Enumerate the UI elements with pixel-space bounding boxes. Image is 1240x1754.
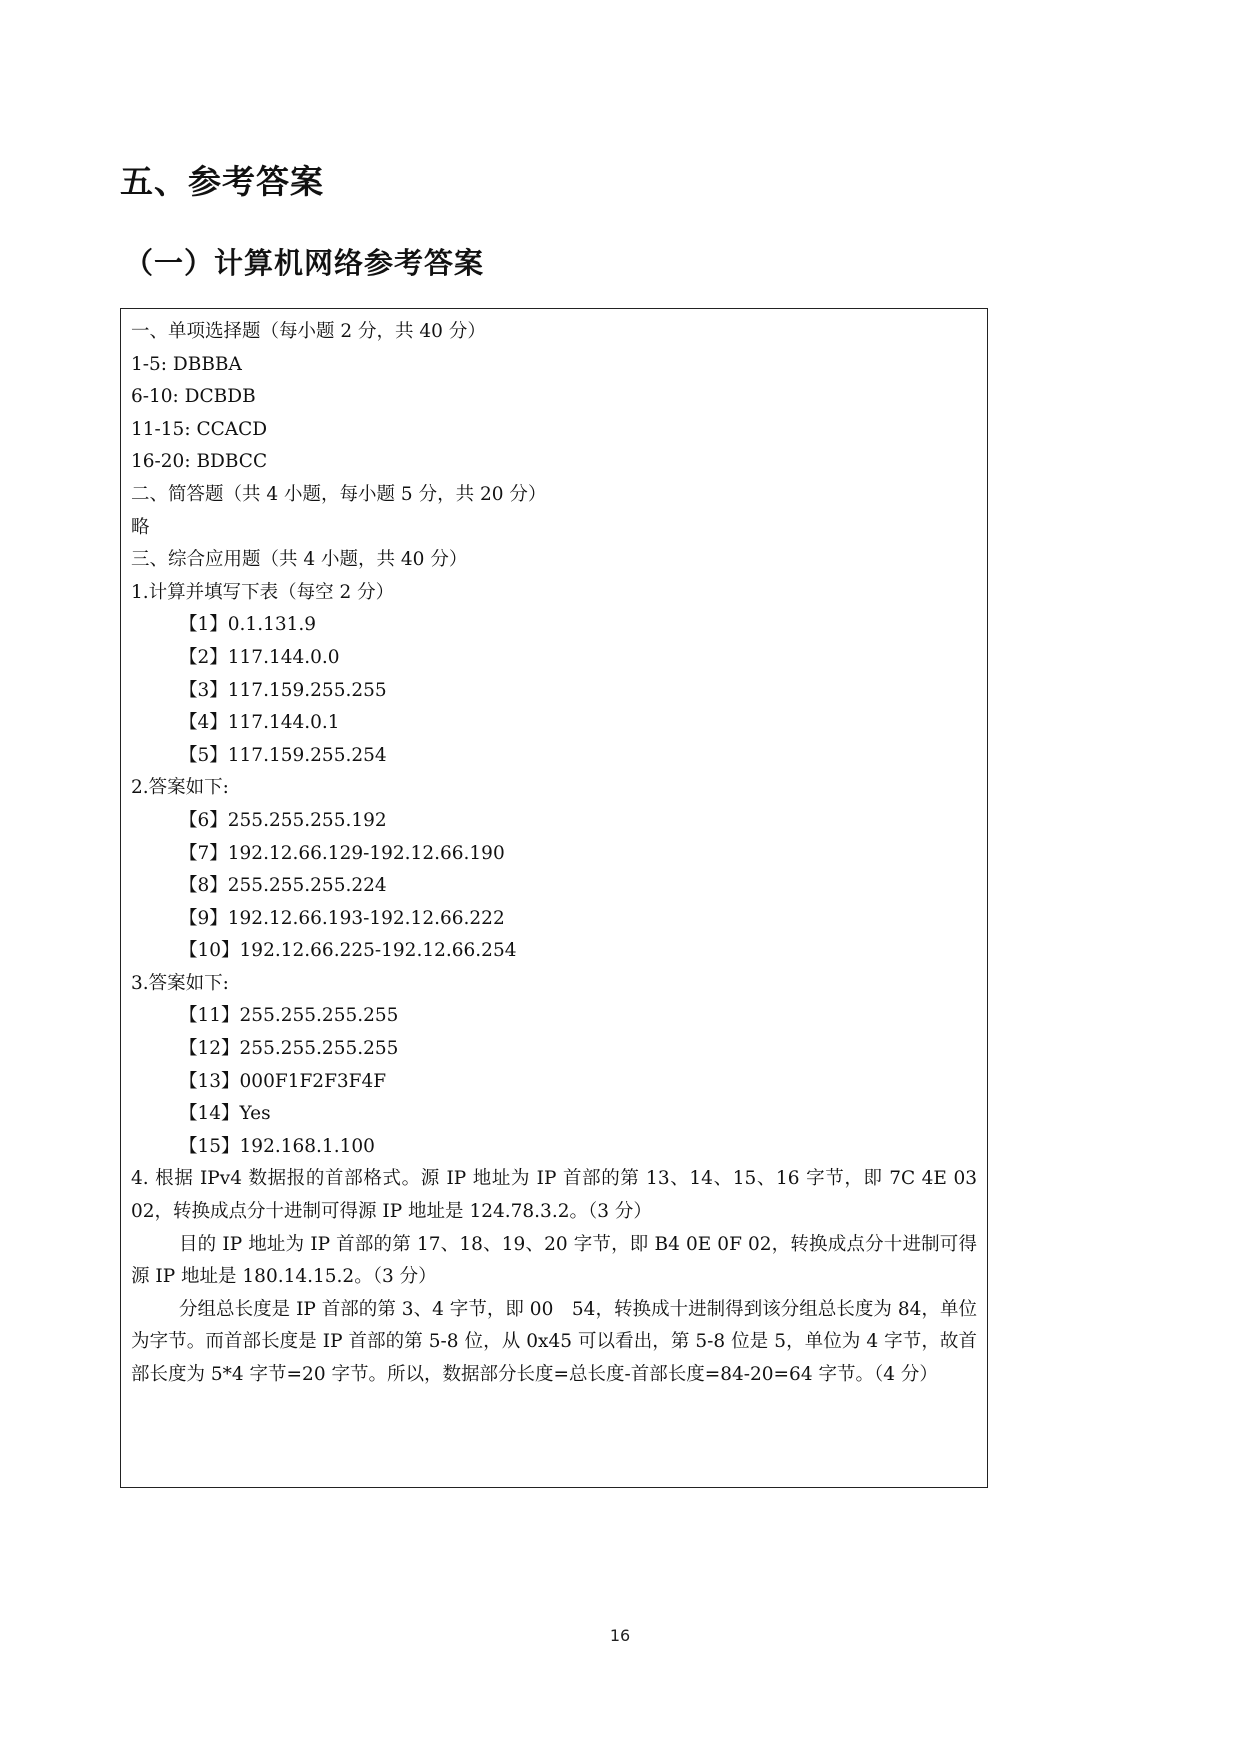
q1-item-1: 【1】0.1.131.9 xyxy=(179,614,317,636)
part1-answer-16-20: 16-20: BDBCC xyxy=(131,451,268,473)
q4-paragraph-3: 分组总长度是 IP 首部的第 3、4 字节，即 00 54，转换成十进制得到该分组总长度为 84，单位为字节。而首部长度是 IP 首部的第 5-8 位，从 0x45 可以看出，第 5-8 位是 5，单位为 4 字节，故首部长度为 5*4 字节=20 字节。所以，数据部分长度=总长度-首部长度=84-20=64 字节。（4 分） xyxy=(131,1298,977,1385)
q4-paragraph-1: 4. 根据 IPv4 数据报的首部格式。源 IP 地址为 IP 首部的第 13、14、15、16 字节，即 7C 4E 03 02，转换成点分十进制可得源 IP 地址是 124.78.3.2。（3 分） xyxy=(131,1168,977,1223)
section-heading: （一）计算机网络参考答案 xyxy=(124,246,485,280)
q1-item-5: 【5】117.159.255.254 xyxy=(179,744,387,766)
q2-item-7: 【7】192.12.66.129-192.12.66.190 xyxy=(179,842,505,864)
q2-item-6: 【6】255.255.255.192 xyxy=(179,809,387,831)
q2-item-10: 【10】192.12.66.225-192.12.66.254 xyxy=(179,940,517,962)
answer-box xyxy=(120,308,988,1488)
part1-title: 一、单项选择题（每小题 2 分，共 40 分） xyxy=(131,321,486,342)
q1-title: 1.计算并填写下表（每空 2 分） xyxy=(131,581,395,603)
part1-answer-6-10: 6-10: DCBDB xyxy=(131,386,256,408)
part1-answer-1-5: 1-5: DBBBA xyxy=(131,353,242,375)
part3-title: 三、综合应用题（共 4 小题，共 40 分） xyxy=(131,549,468,571)
q3-item-12: 【12】255.255.255.255 xyxy=(179,1038,399,1060)
part2-title: 二、简答题（共 4 小题，每小题 5 分，共 20 分） xyxy=(131,483,547,505)
q1-item-3: 【3】117.159.255.255 xyxy=(179,679,387,701)
q2-item-9: 【9】192.12.66.193-192.12.66.222 xyxy=(179,907,505,929)
q1-item-2: 【2】117.144.0.0 xyxy=(179,646,340,668)
page-number: 16 xyxy=(609,1626,631,1645)
q3-item-13: 【13】000F1F2F3F4F xyxy=(179,1070,387,1092)
q3-title: 3.答案如下: xyxy=(131,972,229,994)
part1-answer-11-15: 11-15: CCACD xyxy=(131,418,268,440)
q4-paragraph-2: 目的 IP 地址为 IP 首部的第 17、18、19、20 字节，即 B4 0E 0F 02，转换成点分十进制可得源 IP 地址是 180.14.15.2。（3 分） xyxy=(131,1233,977,1288)
page-heading: 五、参考答案 xyxy=(120,162,324,201)
q3-item-15: 【15】192.168.1.100 xyxy=(179,1135,375,1157)
q2-item-8: 【8】255.255.255.224 xyxy=(179,875,387,897)
part2-body: 略 xyxy=(131,516,150,538)
q2-title: 2.答案如下: xyxy=(131,777,229,799)
q3-item-14: 【14】Yes xyxy=(179,1103,271,1125)
q1-item-4: 【4】117.144.0.1 xyxy=(179,712,340,734)
q3-item-11: 【11】255.255.255.255 xyxy=(179,1005,399,1027)
